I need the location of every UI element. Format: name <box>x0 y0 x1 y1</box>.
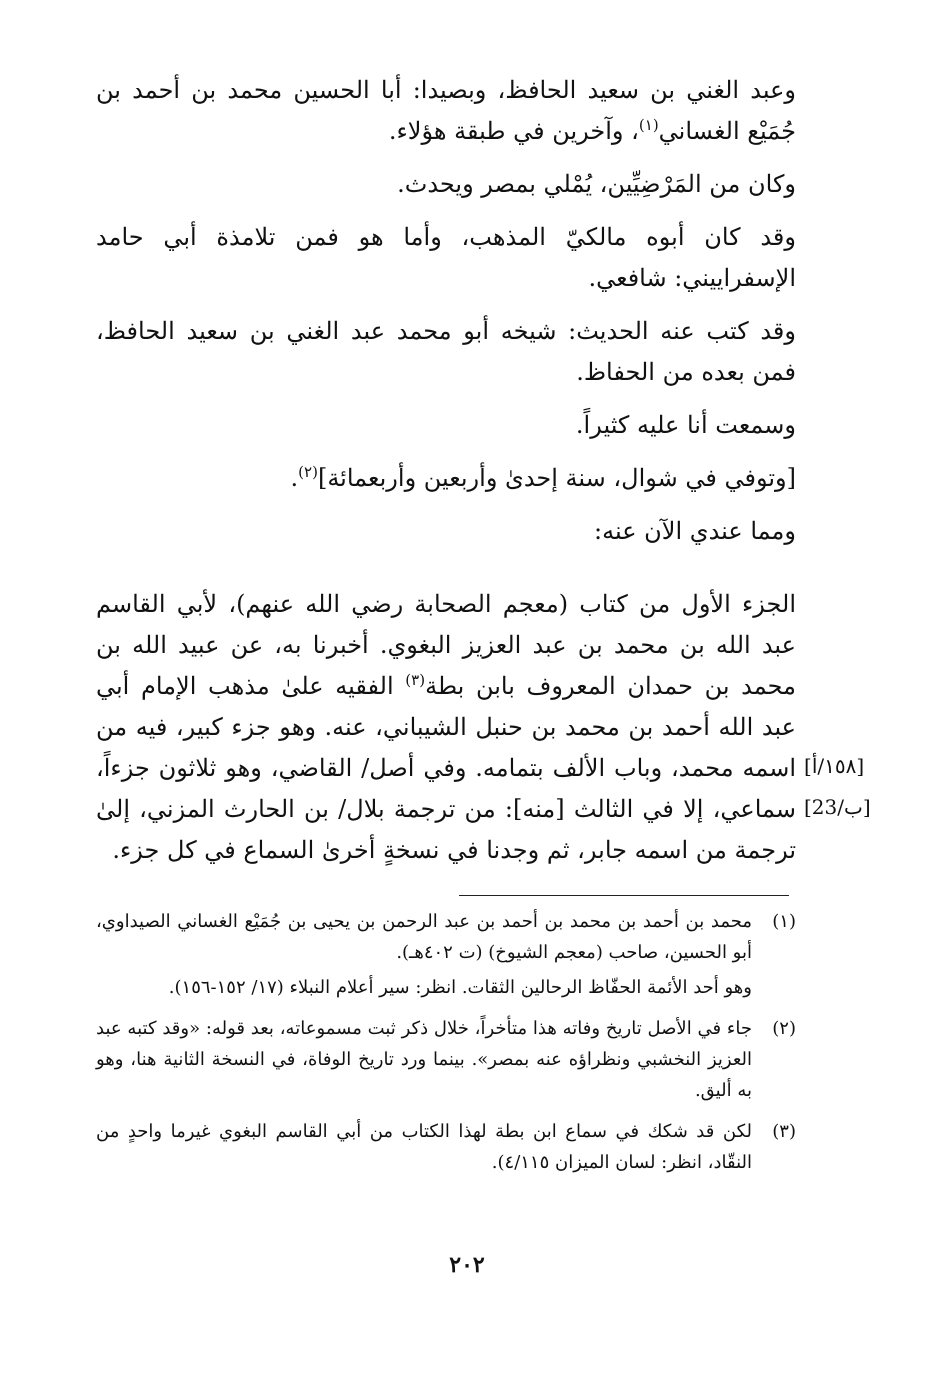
footnote-2 <box>96 1013 796 1110</box>
footnote-number: (٣) <box>772 1121 796 1142</box>
footnotes <box>96 906 796 1188</box>
main-text <box>96 70 796 564</box>
footnote-body <box>96 1013 752 1110</box>
footnote-3 <box>96 1116 796 1182</box>
footnote-ref-2[interactable]: (٢) <box>298 463 318 481</box>
paragraph-1: وعبد الغني بن سعيد الحافظ، وبصيدا: أبا الحسين محمد بن أحمد بن جُمَيْع الغساني$^{(١)}$، وآخرين في طبقة هؤلاء. <box>96 76 796 145</box>
paragraph-3: وقد كان أبوه مالكيّ المذهب، وأما هو فمن تلامذة أبي حامد الإسفراييني: شافعي. <box>96 223 796 292</box>
paragraph-7: ومما عندي الآن عنه: <box>594 517 796 545</box>
footnote-separator <box>459 895 789 896</box>
footnote-line: وهو أحد الأئمة الحفّاظ الرحالين الثقات. انظر: سير أعلام النبلاء (١٧/ ١٥٢-١٥٦). <box>168 977 752 998</box>
footnote-ref-1[interactable]: (١) <box>638 116 659 134</box>
footnote-line: محمد بن أحمد بن محمد بن أحمد بن عبد الرحمن بن يحيى بن جُمَيْع الغساني الصيداوي، أبو الحسين، صاحب (معجم الشيوخ) (ت ٤٠٢هـ). <box>96 911 752 963</box>
page-number: ٢٠٢ <box>449 1252 485 1278</box>
paragraph-4: وقد كتب عنه الحديث: شيخه أبو محمد عبد الغني بن سعيد الحافظ، فمن بعده من الحفاظ. <box>96 317 796 386</box>
margin-note-folio-1: [١٥٨/أ] <box>804 754 865 778</box>
footnote-line: جاء في الأصل تاريخ وفاته هذا متأخراً، خلال ذكر ثبت مسموعاته، بعد قوله: «وقد كتبه عبد العزيز النخشبي ونظراؤه عنه بمصر». بينما ورد تاريخ الوفاة، في النسخة الثانية هنا، وهو به أليق. <box>96 1018 752 1101</box>
paragraph-6: [وتوفي في شوال، سنة إحدىٰ وأربعين وأربعمائة]$^{(٢)}$. <box>290 463 796 492</box>
footnote-line: لكن قد شكك في سماع ابن بطة لهذا الكتاب من أبي القاسم البغوي غيرما واحدٍ من النقّاد، انظر: لسان الميزان ٤/١١٥). <box>96 1121 752 1173</box>
main-text-long <box>96 584 796 883</box>
footnote-ref-3[interactable]: (٣) <box>405 671 426 689</box>
footnote-body <box>96 906 752 1007</box>
footnote-number: (٢) <box>772 1018 796 1039</box>
margin-note-folio-2: [23/ب] <box>804 795 871 819</box>
footnote-1 <box>96 906 796 1007</box>
paragraph-5: وسمعت أنا عليه كثيراً. <box>575 411 796 439</box>
paragraph-2: وكان من المَرْضِيِّين، يُمْلي بمصر ويحدث. <box>397 170 796 198</box>
footnote-number: (١) <box>772 911 796 932</box>
footnote-body <box>96 1116 752 1182</box>
paragraph-8: الجزء الأول من كتاب (معجم الصحابة رضي الله عنهم)، لأبي القاسم عبد الله بن محمد بن عبد العزيز البغوي. أخبرنا به، عن عبيد الله بن محمد بن حمدان المعروف بابن بطة$^{(٣)}$ الفقيه علىٰ مذهب الإمام أبي عبد الله أحمد بن محمد بن حنبل الشيباني، عنه. وهو جزء كبير، فيه من اسمه محمد، وباب الألف بتمامه. وفي أصل/ القاضي، وهو ثلاثون جزءاً، سماعي، إلا في الثالث [منه]: من ترجمة بلال/ بن الحارث المزني، إلىٰ ترجمة من اسمه جابر، ثم وجدنا في نسخةٍ أخرىٰ السماع في كل جزء. <box>96 590 796 864</box>
